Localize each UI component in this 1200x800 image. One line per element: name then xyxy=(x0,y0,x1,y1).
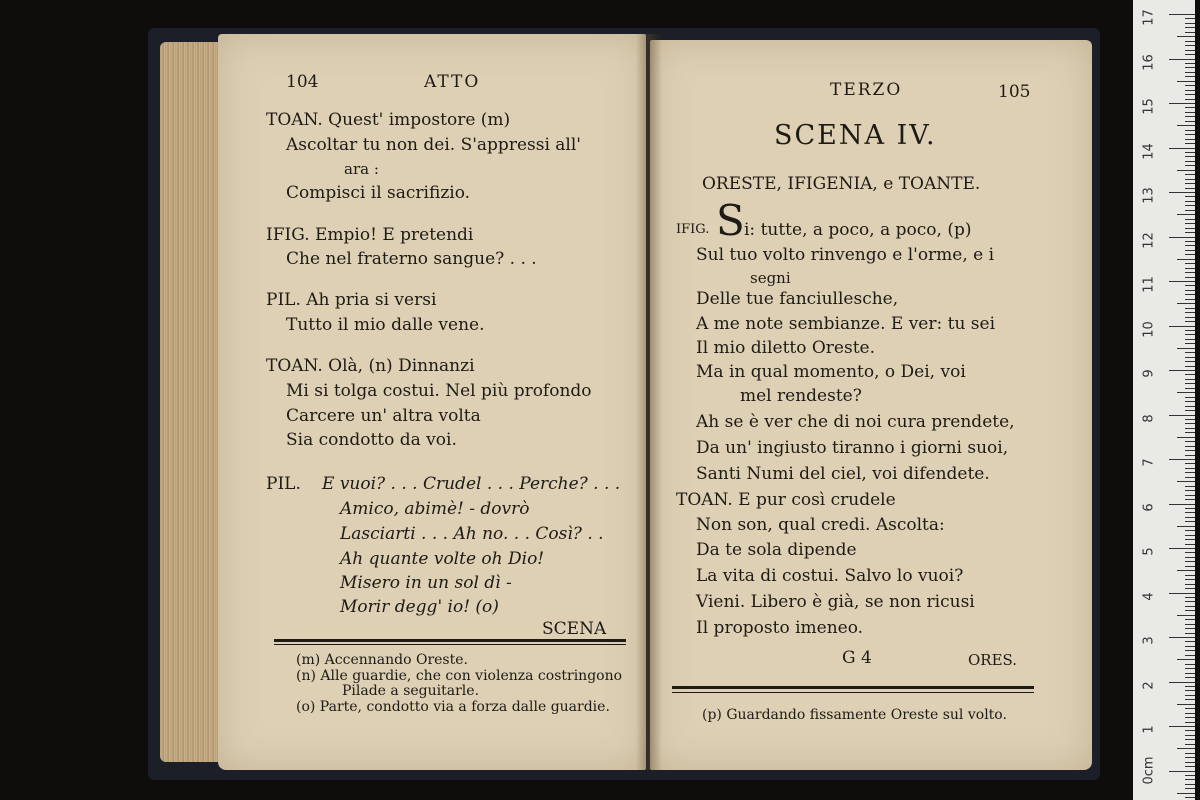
ruler-label: 8 xyxy=(1141,413,1157,423)
signature-mark: G 4 xyxy=(842,648,872,668)
ruler-tick xyxy=(1185,686,1195,687)
ruler-tick xyxy=(1185,708,1195,709)
ruler-label: 4 xyxy=(1141,591,1157,601)
ruler-tick xyxy=(1185,54,1195,55)
ruler-tick xyxy=(1185,85,1195,86)
text-line: Sul tuo volto rinvengo e l'orme, e i xyxy=(696,245,995,265)
ruler-tick xyxy=(1185,201,1195,202)
ruler-tick xyxy=(1185,463,1195,464)
ruler-tick xyxy=(1185,76,1195,77)
ruler-tick xyxy=(1185,156,1195,157)
ruler-tick xyxy=(1185,67,1195,68)
ruler-tick xyxy=(1185,299,1195,300)
ruler-tick xyxy=(1185,717,1195,718)
ruler-tick xyxy=(1185,179,1195,180)
ruler-tick xyxy=(1185,366,1195,367)
ruler-tick xyxy=(1185,94,1195,95)
ruler-tick xyxy=(1177,392,1195,393)
ruler-tick xyxy=(1185,272,1195,273)
ruler-tick xyxy=(1185,512,1195,513)
ruler-tick xyxy=(1185,116,1195,117)
catchword: ORES. xyxy=(968,651,1018,669)
measurement-ruler xyxy=(1133,0,1195,800)
ruler-tick xyxy=(1185,72,1195,73)
running-head-right: TERZO xyxy=(830,80,903,100)
footnote-rule xyxy=(274,639,626,642)
ruler-tick xyxy=(1185,535,1195,536)
ruler-tick xyxy=(1185,308,1195,309)
ruler-tick xyxy=(1177,348,1195,349)
text-line: PIL. Ah pria si versi xyxy=(266,290,437,310)
ruler-tick xyxy=(1177,526,1195,527)
ruler-label: 11 xyxy=(1141,276,1157,293)
text-line: Sia condotto da voi. xyxy=(286,430,457,450)
ruler-tick xyxy=(1177,793,1195,794)
text-line: Santi Numi del ciel, voi difendete. xyxy=(696,464,990,484)
ruler-tick xyxy=(1185,797,1195,798)
ruler-tick xyxy=(1185,263,1195,264)
ruler-tick xyxy=(1185,134,1195,135)
ruler-tick xyxy=(1177,259,1195,260)
ruler-tick xyxy=(1185,757,1195,758)
ruler-tick xyxy=(1185,788,1195,789)
ruler-tick xyxy=(1177,214,1195,215)
ruler-tick xyxy=(1177,125,1195,126)
ruler-tick xyxy=(1185,152,1195,153)
text-line: TOAN. Quest' impostore (m) xyxy=(266,110,511,130)
ruler-tick xyxy=(1185,317,1195,318)
right-page xyxy=(650,40,1092,770)
ruler-tick xyxy=(1185,730,1195,731)
ruler-tick xyxy=(1169,237,1195,238)
footnote-rule-thin xyxy=(274,644,626,645)
footnote: (p) Guardando fissamente Oreste sul volto. xyxy=(702,707,1007,723)
ruler-tick xyxy=(1185,174,1195,175)
characters-heading: ORESTE, IFIGENIA, e TOANTE. xyxy=(702,174,981,194)
ruler-tick xyxy=(1185,143,1195,144)
ruler-tick xyxy=(1177,437,1195,438)
ruler-tick xyxy=(1185,455,1195,456)
ruler-tick xyxy=(1185,196,1195,197)
ruler-label: 10 xyxy=(1141,320,1157,338)
ruler-tick xyxy=(1185,468,1195,469)
ruler-tick xyxy=(1185,228,1195,229)
ruler-tick xyxy=(1185,352,1195,353)
ruler-tick xyxy=(1185,321,1195,322)
text-line: Mi si tolga costui. Nel più profondo xyxy=(286,381,592,401)
text-line: Il mio diletto Oreste. xyxy=(696,338,876,358)
ruler-tick xyxy=(1185,690,1195,691)
ruler-tick xyxy=(1185,18,1195,19)
ruler-tick xyxy=(1169,14,1195,15)
ruler-tick xyxy=(1185,579,1195,580)
ruler-tick xyxy=(1185,633,1195,634)
text-line: Ma in qual momento, o Dei, voi xyxy=(696,362,966,382)
ruler-tick xyxy=(1185,584,1195,585)
ruler-tick xyxy=(1177,481,1195,482)
ruler-tick xyxy=(1185,735,1195,736)
left-page xyxy=(218,34,646,770)
ruler-tick xyxy=(1185,575,1195,576)
ruler-tick xyxy=(1169,281,1195,282)
ruler-tick xyxy=(1169,726,1195,727)
scene-title: SCENA IV. xyxy=(774,120,937,151)
ruler-tick xyxy=(1185,254,1195,255)
ruler-tick xyxy=(1177,615,1195,616)
ruler-tick xyxy=(1185,294,1195,295)
ruler-label: 9 xyxy=(1141,369,1157,378)
ruler-tick xyxy=(1185,139,1195,140)
ruler-tick xyxy=(1185,779,1195,780)
text-line: TOAN. Olà, (n) Dinnanzi xyxy=(266,356,475,376)
ruler-tick xyxy=(1185,722,1195,723)
ruler-tick xyxy=(1185,383,1195,384)
ruler-tick xyxy=(1185,588,1195,589)
ruler-tick xyxy=(1185,557,1195,558)
ruler-tick xyxy=(1185,219,1195,220)
ruler-tick xyxy=(1185,285,1195,286)
ruler-tick xyxy=(1185,601,1195,602)
footnote-rule-thin xyxy=(672,692,1034,693)
ruler-tick xyxy=(1185,784,1195,785)
ruler-tick xyxy=(1185,268,1195,269)
ruler-tick xyxy=(1185,90,1195,91)
text-line: Amico, abimè! - dovrò xyxy=(340,499,530,519)
ruler-tick xyxy=(1185,330,1195,331)
ruler-tick xyxy=(1185,161,1195,162)
drop-capital: S xyxy=(716,196,745,245)
ruler-tick xyxy=(1177,36,1195,37)
ruler-tick xyxy=(1169,415,1195,416)
ruler-tick xyxy=(1185,650,1195,651)
ruler-tick xyxy=(1185,561,1195,562)
text-line: Vieni. Libero è già, se non ricusi xyxy=(696,592,975,612)
ruler-tick xyxy=(1185,597,1195,598)
running-head-left: ATTO xyxy=(424,72,481,92)
ruler-label: 1 xyxy=(1141,725,1157,734)
ruler-tick xyxy=(1185,250,1195,251)
ruler-tick xyxy=(1185,312,1195,313)
ruler-tick xyxy=(1185,646,1195,647)
text-line: ara : xyxy=(344,160,379,178)
ruler-tick xyxy=(1185,223,1195,224)
ruler-tick xyxy=(1185,499,1195,500)
text-line: Ah quante volte oh Dio! xyxy=(340,549,545,569)
ruler-tick xyxy=(1177,81,1195,82)
ruler-tick xyxy=(1185,673,1195,674)
ruler-tick xyxy=(1185,374,1195,375)
text-line: La vita di costui. Salvo lo vuoi? xyxy=(696,566,964,586)
text-line: Delle tue fanciullesche, xyxy=(696,289,899,309)
ruler-tick xyxy=(1185,397,1195,398)
ruler-tick xyxy=(1185,744,1195,745)
ruler-tick xyxy=(1185,699,1195,700)
footnote: (m) Accennando Oreste. xyxy=(296,652,468,668)
ruler-tick xyxy=(1169,548,1195,549)
ruler-tick xyxy=(1169,459,1195,460)
ruler-tick xyxy=(1185,775,1195,776)
catchword: SCENA xyxy=(542,619,607,639)
text-line: Da un' ingiusto tiranno i giorni suoi, xyxy=(696,438,1009,458)
ruler-tick xyxy=(1177,570,1195,571)
ruler-tick xyxy=(1185,472,1195,473)
ruler-tick xyxy=(1185,610,1195,611)
ruler-tick xyxy=(1185,63,1195,64)
ruler-tick xyxy=(1185,130,1195,131)
ruler-tick xyxy=(1185,165,1195,166)
text-line: Da te sola dipende xyxy=(696,540,857,560)
ruler-label: 14 xyxy=(1141,142,1157,160)
ruler-tick xyxy=(1185,406,1195,407)
ruler-tick xyxy=(1169,771,1195,772)
ruler-tick xyxy=(1185,606,1195,607)
ruler-tick xyxy=(1185,99,1195,100)
ruler-tick xyxy=(1185,357,1195,358)
text-line: IFIG. Empio! E pretendi xyxy=(266,225,474,245)
ruler-tick xyxy=(1185,539,1195,540)
ruler-tick xyxy=(1185,677,1195,678)
ruler-tick xyxy=(1185,753,1195,754)
ruler-tick xyxy=(1185,530,1195,531)
speaker-label: IFIG. xyxy=(676,222,710,237)
page-number-left: 104 xyxy=(286,72,319,92)
ruler-tick xyxy=(1185,410,1195,411)
text-line: TOAN. E pur così crudele xyxy=(676,490,896,510)
text-line: Compisci il sacrifizio. xyxy=(286,183,471,203)
ruler-tick xyxy=(1185,446,1195,447)
ruler-tick xyxy=(1185,739,1195,740)
ruler-tick xyxy=(1185,566,1195,567)
ruler-label: 16 xyxy=(1141,53,1157,71)
ruler-tick xyxy=(1185,664,1195,665)
ruler-tick xyxy=(1185,241,1195,242)
footnote: Pilade a seguitarle. xyxy=(342,683,480,699)
ruler-tick xyxy=(1185,245,1195,246)
ruler-tick xyxy=(1169,103,1195,104)
ruler-tick xyxy=(1169,59,1195,60)
ruler-tick xyxy=(1169,192,1195,193)
ruler-label: 3 xyxy=(1141,636,1157,645)
ruler-tick xyxy=(1185,441,1195,442)
ruler-tick xyxy=(1185,32,1195,33)
ruler-label: 15 xyxy=(1141,98,1157,115)
text-line: E vuoi? . . . Crudel . . . Perche? . . . xyxy=(322,474,621,494)
ruler-tick xyxy=(1185,107,1195,108)
ruler-tick xyxy=(1185,50,1195,51)
ruler-tick xyxy=(1169,682,1195,683)
text-line: A me note sembianze. E ver: tu sei xyxy=(696,314,996,334)
ruler-label: 12 xyxy=(1141,231,1157,249)
text-line: segni xyxy=(750,269,791,287)
ruler-tick xyxy=(1185,388,1195,389)
text-line: i: tutte, a poco, a poco, (p) xyxy=(744,220,972,240)
ruler-tick xyxy=(1185,521,1195,522)
ruler-tick xyxy=(1169,593,1195,594)
ruler-tick xyxy=(1185,762,1195,763)
ruler-tick xyxy=(1177,704,1195,705)
speaker-label: PIL. xyxy=(266,474,301,494)
ruler-tick xyxy=(1185,624,1195,625)
ruler-tick xyxy=(1185,508,1195,509)
ruler-tick xyxy=(1185,277,1195,278)
ruler-tick xyxy=(1185,766,1195,767)
ruler-tick xyxy=(1185,423,1195,424)
ruler-tick xyxy=(1185,552,1195,553)
ruler-tick xyxy=(1185,695,1195,696)
ruler-tick xyxy=(1185,655,1195,656)
ruler-label: 6 xyxy=(1141,502,1157,512)
ruler-label: 5 xyxy=(1141,547,1157,556)
ruler-tick xyxy=(1185,183,1195,184)
ruler-tick xyxy=(1169,370,1195,371)
ruler-tick xyxy=(1185,432,1195,433)
ruler-tick xyxy=(1185,27,1195,28)
ruler-tick xyxy=(1185,379,1195,380)
ruler-tick xyxy=(1185,713,1195,714)
text-line: Lasciarti . . . Ah no. . . Così? . . xyxy=(340,524,604,544)
ruler-label: 7 xyxy=(1141,458,1157,467)
ruler-tick xyxy=(1185,544,1195,545)
ruler-tick xyxy=(1169,326,1195,327)
ruler-tick xyxy=(1169,504,1195,505)
ruler-tick xyxy=(1177,659,1195,660)
text-line: Il proposto imeneo. xyxy=(696,618,864,638)
footnote: (n) Alle guardie, che con violenza costringono xyxy=(296,668,623,684)
ruler-label: 13 xyxy=(1141,187,1157,204)
text-line: Misero in un sol dì - xyxy=(340,573,512,593)
ruler-tick xyxy=(1185,290,1195,291)
ruler-tick xyxy=(1177,748,1195,749)
ruler-label: 2 xyxy=(1141,680,1157,690)
ruler-tick xyxy=(1185,428,1195,429)
ruler-tick xyxy=(1169,637,1195,638)
ruler-tick xyxy=(1185,232,1195,233)
ruler-tick xyxy=(1185,339,1195,340)
ruler-tick xyxy=(1185,619,1195,620)
ruler-tick xyxy=(1177,303,1195,304)
ruler-tick xyxy=(1185,23,1195,24)
ruler-tick xyxy=(1185,641,1195,642)
ruler-tick xyxy=(1185,361,1195,362)
book-gutter xyxy=(636,34,662,770)
text-line: Che nel fraterno sangue? . . . xyxy=(286,249,537,269)
ruler-tick xyxy=(1185,450,1195,451)
ruler-label: 17 xyxy=(1141,9,1157,26)
footnote-rule xyxy=(672,686,1034,689)
footnote: (o) Parte, condotto via a forza dalle guardie. xyxy=(296,699,610,715)
ruler-tick xyxy=(1169,148,1195,149)
ruler-tick xyxy=(1185,495,1195,496)
ruler-tick xyxy=(1185,210,1195,211)
ruler-tick xyxy=(1185,486,1195,487)
text-line: Morir degg' io! (o) xyxy=(340,597,499,617)
ruler-tick xyxy=(1185,112,1195,113)
text-line: Ah se è ver che di noi cura prendete, xyxy=(696,412,1015,432)
text-line: Tutto il mio dalle vene. xyxy=(286,315,485,335)
ruler-tick xyxy=(1185,41,1195,42)
ruler-label: 0cm xyxy=(1141,755,1157,784)
ruler-tick xyxy=(1185,343,1195,344)
ruler-tick xyxy=(1185,668,1195,669)
text-line: Ascoltar tu non dei. S'appressi all' xyxy=(286,135,581,155)
ruler-tick xyxy=(1185,121,1195,122)
ruler-tick xyxy=(1185,401,1195,402)
ruler-tick xyxy=(1185,490,1195,491)
text-line: Carcere un' altra volta xyxy=(286,406,481,426)
page-number-right: 105 xyxy=(998,82,1031,102)
ruler-tick xyxy=(1185,45,1195,46)
text-line: mel rendeste? xyxy=(740,386,862,406)
text-line: Non son, qual credi. Ascolta: xyxy=(696,515,945,535)
ruler-tick xyxy=(1185,188,1195,189)
ruler-tick xyxy=(1177,170,1195,171)
ruler-tick xyxy=(1185,419,1195,420)
ruler-tick xyxy=(1185,477,1195,478)
ruler-tick xyxy=(1185,517,1195,518)
ruler-tick xyxy=(1185,205,1195,206)
ruler-tick xyxy=(1185,334,1195,335)
ruler-tick xyxy=(1185,628,1195,629)
